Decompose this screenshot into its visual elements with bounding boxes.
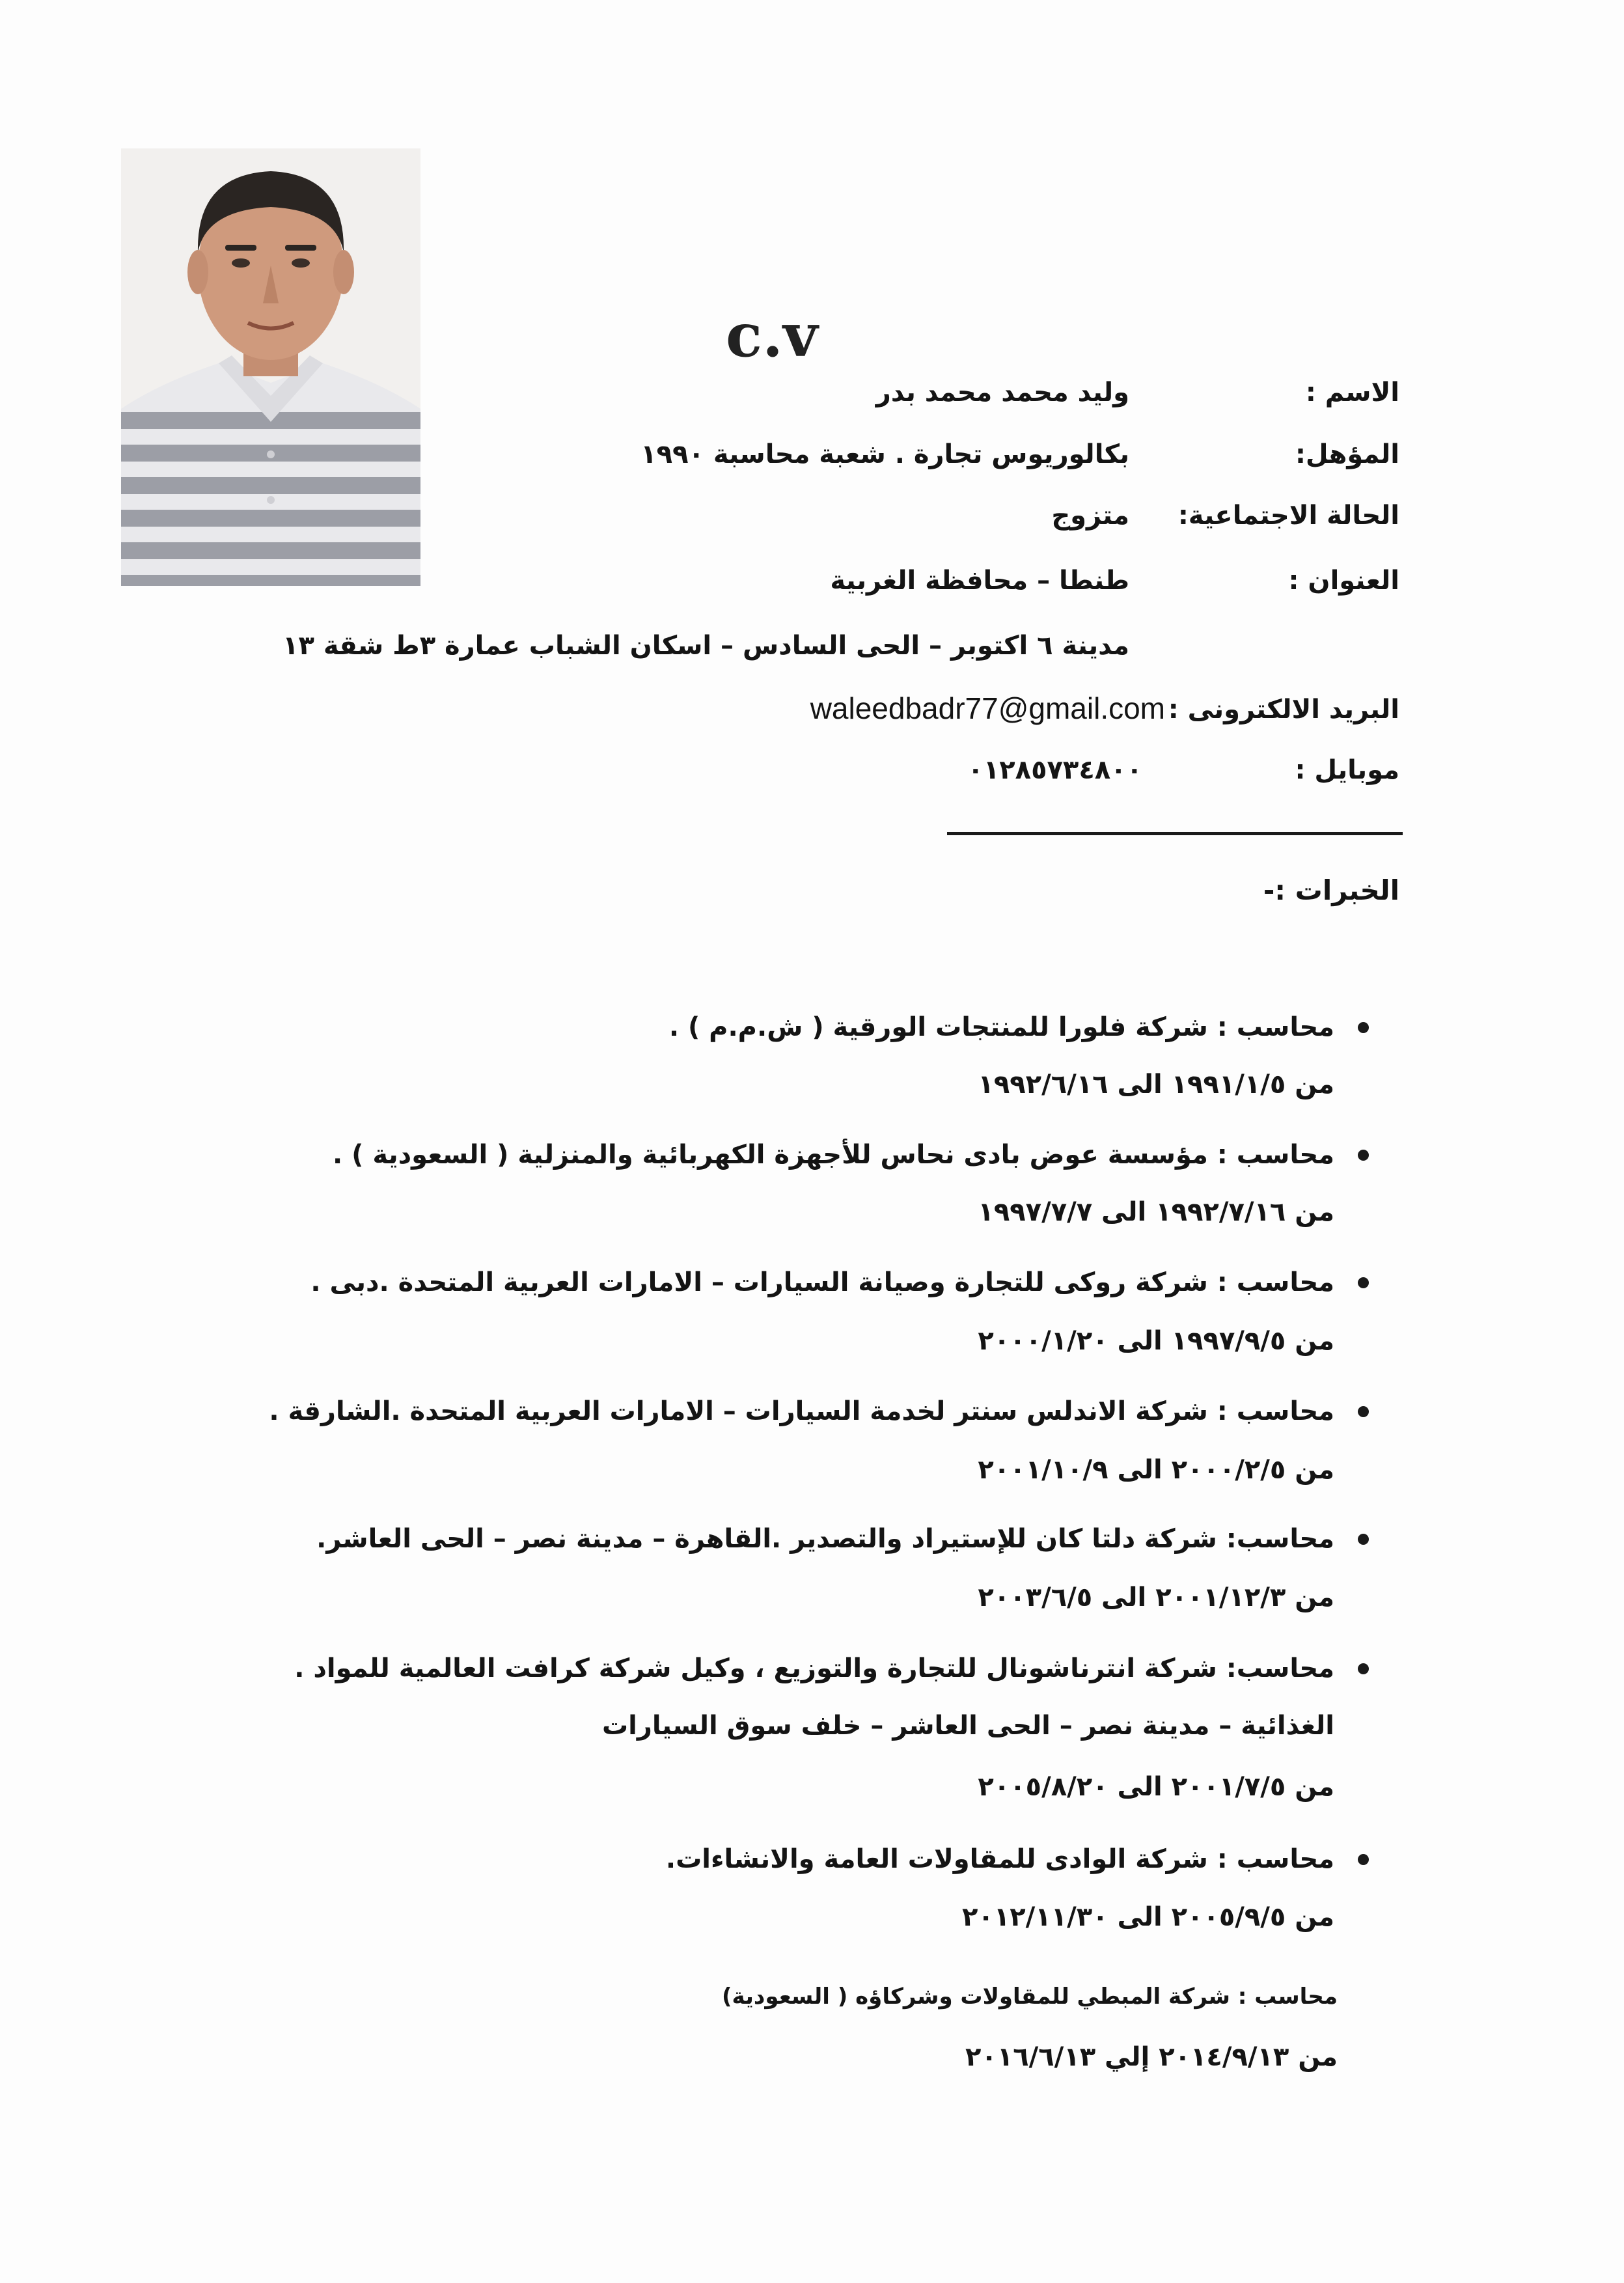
section-divider — [947, 832, 1403, 835]
name-label: الاسم : — [1305, 378, 1399, 408]
experience-item-6-title: محاسب: شركة انترناشونال للتجارة والتوزيع ، وكيل شركة كرافت العالمية للمواد . — [294, 1653, 1334, 1683]
bullet-icon — [1358, 1534, 1369, 1545]
experience-item-8-dates: من ٢٠١٤/٩/١٣ إلي ٢٠١٦/٦/١٣ — [965, 2042, 1338, 2072]
experience-item-5-dates: من ٢٠٠١/١٢/٣ الى ٢٠٠٣/٦/٥ — [978, 1583, 1334, 1612]
qualification-value: بكالوريوس تجارة . شعبة محاسبة ١٩٩٠ — [640, 439, 1129, 469]
mobile-value: ٠١٢٨٥٧٣٤٨٠٠ — [967, 755, 1142, 785]
experience-item-4-dates: من ٢٠٠٠/٢/٥ الى ٢٠٠١/١٠/٩ — [978, 1455, 1334, 1485]
experience-item-5-title: محاسب: شركة دلتا كان للإستيراد والتصدير .القاهرة – مدينة نصر – الحى العاشر. — [316, 1524, 1334, 1554]
experience-item-6-dates: من ٢٠٠١/٧/٥ الى ٢٠٠٥/٨/٢٠ — [978, 1772, 1334, 1802]
address-label: العنوان : — [1288, 566, 1399, 596]
experience-item-2-title: محاسب : مؤسسة عوض بادى نحاس للأجهزة الكهربائية والمنزلية ( السعودية ) . — [333, 1140, 1334, 1170]
name-value: وليد محمد محمد بدر — [875, 378, 1129, 408]
experience-item-1-dates: من ١٩٩١/١/٥ الى ١٩٩٢/٦/١٦ — [978, 1070, 1334, 1100]
bullet-icon — [1358, 1277, 1369, 1288]
qualification-label: المؤهل: — [1295, 439, 1399, 469]
experience-item-3-dates: من ١٩٩٧/٩/٥ الى ٢٠٠٠/١/٢٠ — [978, 1326, 1334, 1356]
experience-item-1-title: محاسب : شركة فلورا للمنتجات الورقية ( ش.م.م ) . — [668, 1012, 1334, 1042]
experience-item-2-dates: من ١٩٩٢/٧/١٦ الى ١٩٩٧/٧/٧ — [978, 1197, 1334, 1227]
bullet-icon — [1358, 1663, 1369, 1674]
address-line-2: مدينة ٦ اكتوبر – الحى السادس – اسكان الشباب عمارة ٣ط شقة ١٣ — [282, 631, 1129, 661]
experience-item-8-title: محاسب : شركة المبطي للمقاولات وشركاؤه ( السعودية) — [722, 1984, 1338, 2010]
experience-item-6-subtitle: الغذائية – مدينة نصر – الحى العاشر – خلف سوق السيارات — [601, 1711, 1334, 1741]
bullet-icon — [1358, 1150, 1369, 1161]
email-value: waleedbadr77@gmail.com — [810, 691, 1165, 725]
mobile-label: موبايل : — [1295, 755, 1399, 785]
address-line-1: طنطا – محافظة الغربية — [830, 566, 1129, 596]
experience-item-7-title: محاسب : شركة الوادى للمقاولات العامة والانشاءات. — [665, 1844, 1334, 1874]
experience-heading: الخبرات :- — [1263, 874, 1399, 906]
cv-title: c.v — [726, 300, 818, 370]
bullet-icon — [1358, 1854, 1369, 1865]
bullet-icon — [1358, 1406, 1369, 1417]
marital-status-label: الحالة الاجتماعية: — [1177, 501, 1399, 531]
marital-status-value: متزوج — [1051, 501, 1129, 531]
email-label: البريد الالكترونى : — [1168, 695, 1399, 725]
portrait-illustration — [121, 148, 420, 586]
profile-photo — [121, 148, 420, 586]
experience-item-7-dates: من ٢٠٠٥/٩/٥ الى ٢٠١٢/١١/٣٠ — [962, 1902, 1334, 1932]
experience-item-4-title: محاسب : شركة الاندلس سنتر لخدمة السيارات – الامارات العربية المتحدة .الشارقة . — [269, 1396, 1334, 1426]
bullet-icon — [1358, 1022, 1369, 1033]
experience-item-3-title: محاسب : شركة روكى للتجارة وصيانة السيارات – الامارات العربية المتحدة .دبى . — [310, 1267, 1334, 1297]
